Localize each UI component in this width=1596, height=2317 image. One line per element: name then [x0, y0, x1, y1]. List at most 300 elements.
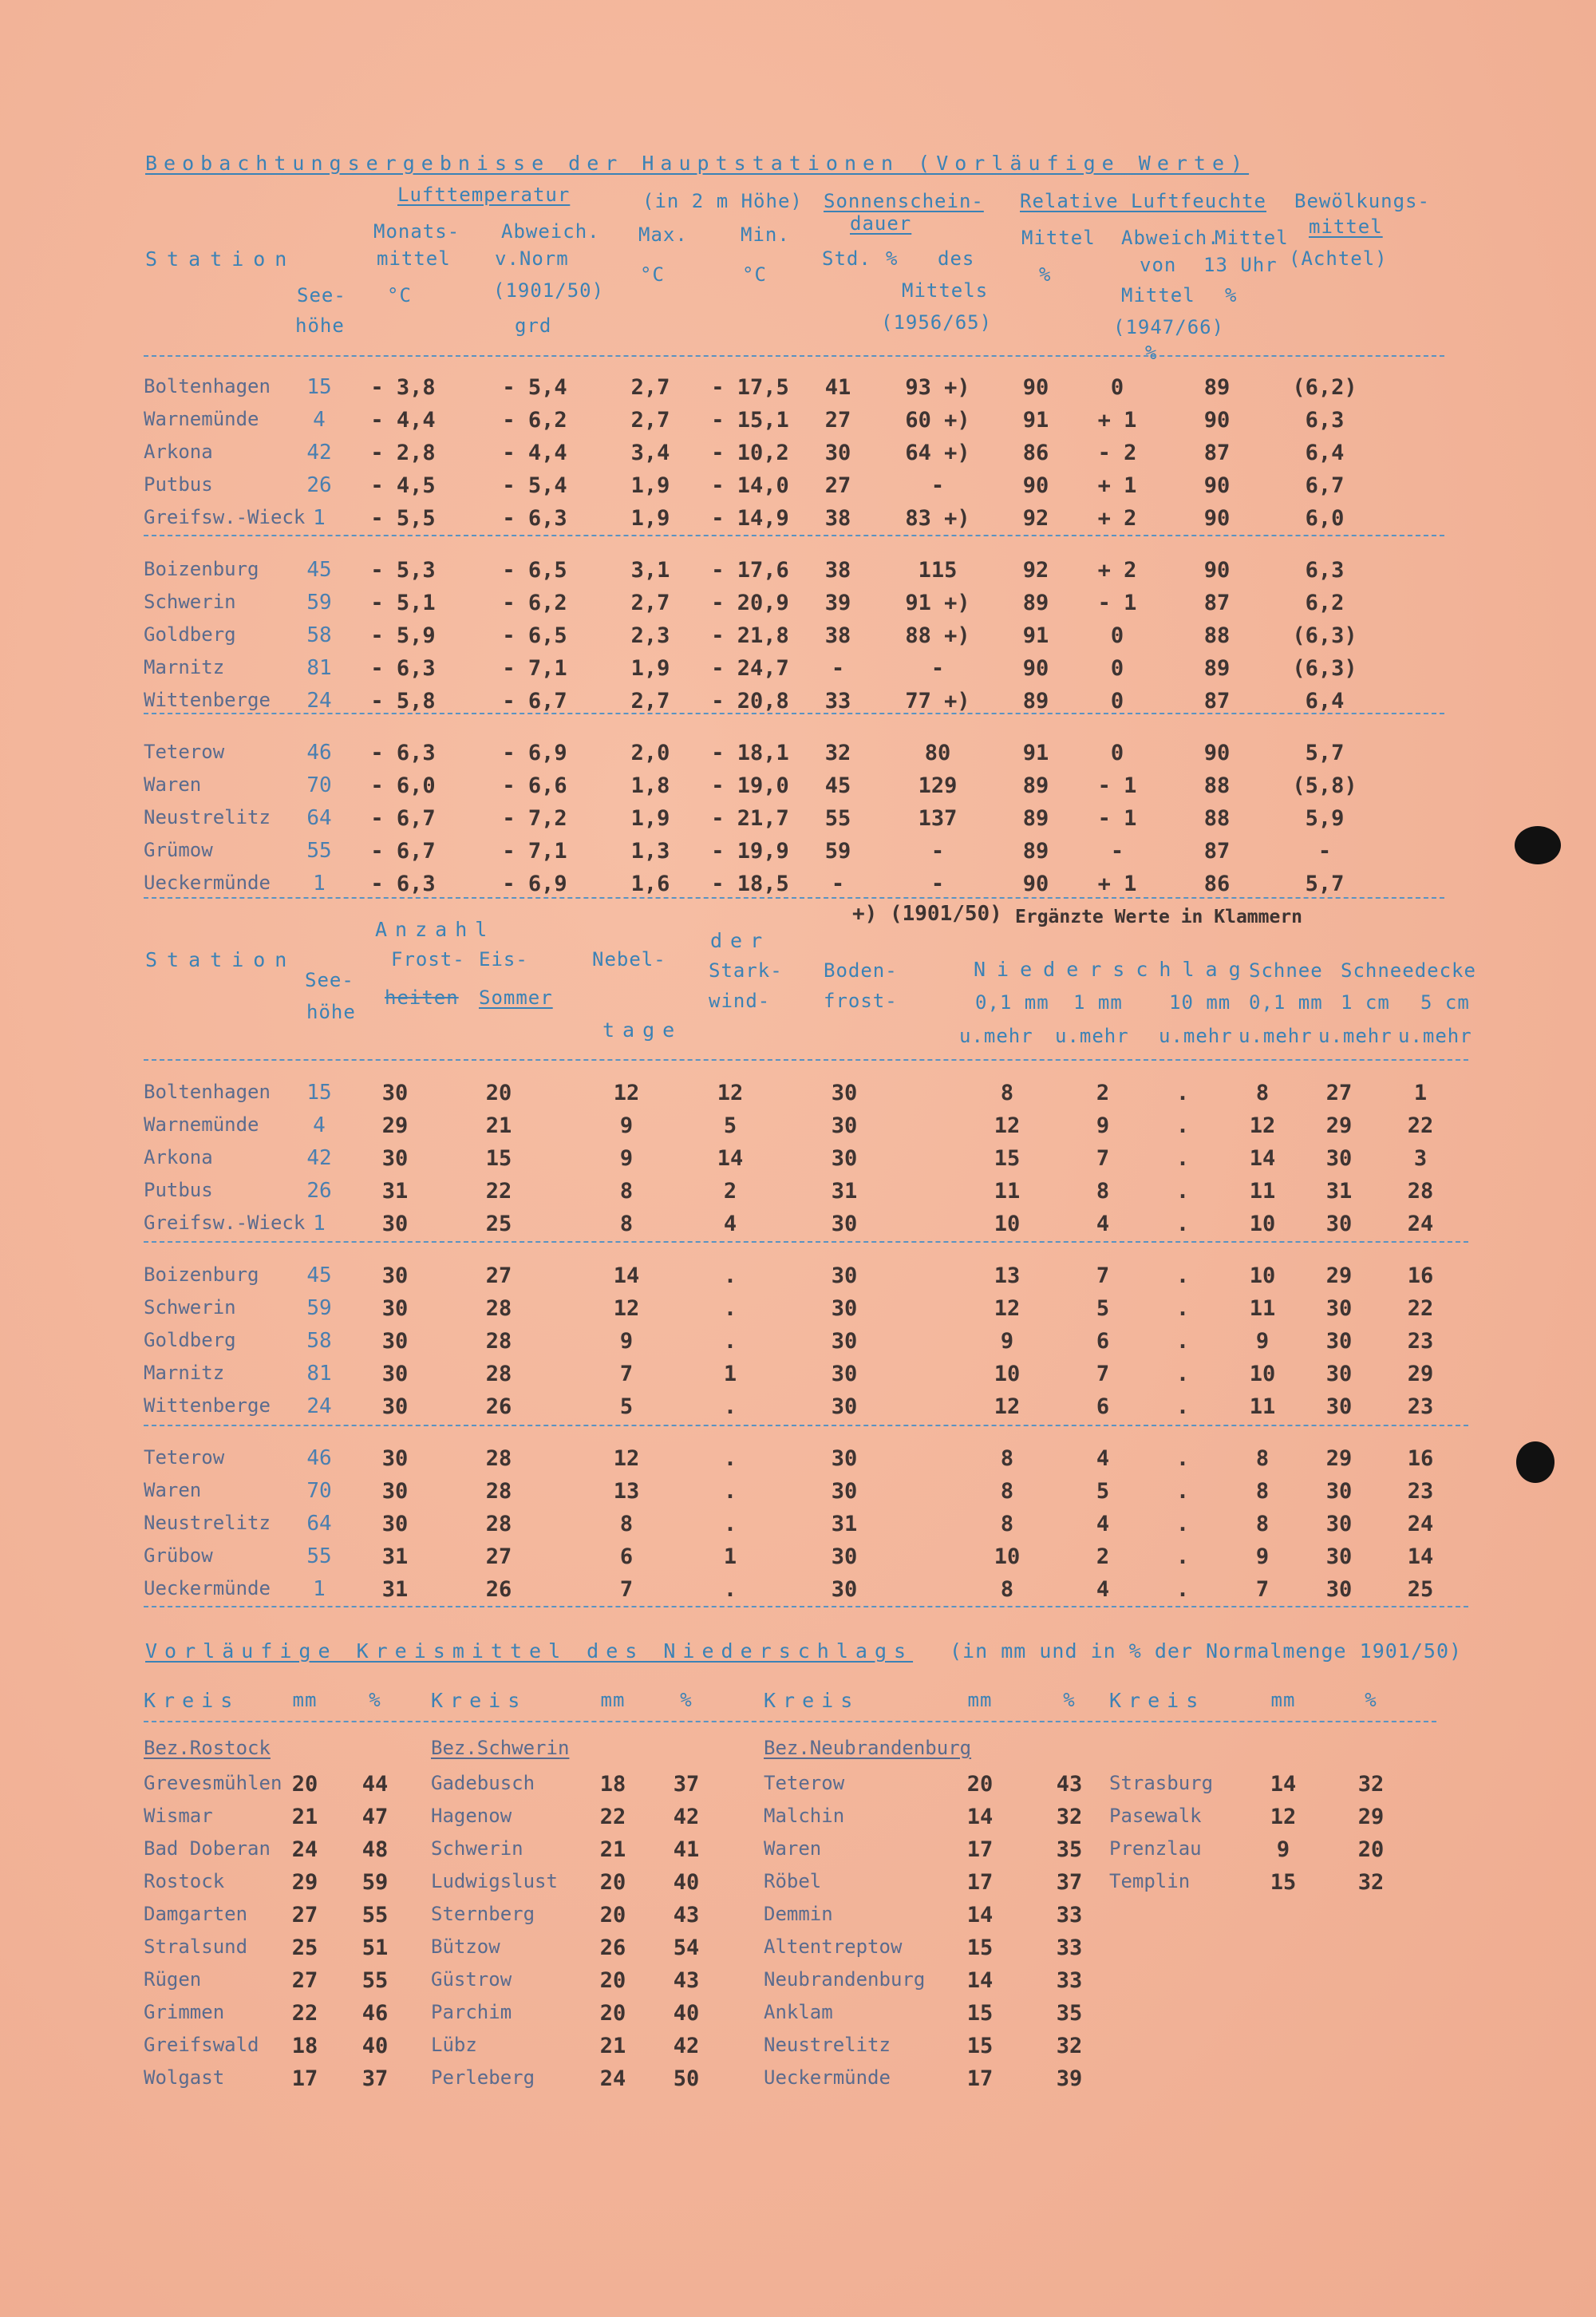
sea-height: 59: [306, 1296, 332, 1320]
frost-days: 30: [381, 1394, 409, 1419]
precip-1mm: 4: [1096, 1446, 1110, 1471]
snow-cover-5cm: 22: [1407, 1296, 1434, 1321]
precip-1mm: 6: [1096, 1329, 1110, 1354]
humidity-deviation: + 1: [1097, 473, 1137, 498]
temp-max: 1,3: [630, 839, 670, 864]
cloud-cover: 5,7: [1305, 872, 1345, 896]
header-min: Min.: [741, 223, 790, 246]
mm-header: mm: [292, 1689, 318, 1711]
humidity-mean: 89: [1022, 591, 1049, 615]
t2-header-c1: 0,1 mm: [975, 991, 1049, 1014]
sea-height: 55: [306, 839, 332, 863]
header-dauer: dauer: [850, 212, 912, 235]
t2-header-c6: 5 cm: [1420, 991, 1470, 1014]
header-mittel13: Mittel: [1215, 227, 1289, 249]
kreis-mm: 18: [599, 1772, 626, 1797]
kreis-percent: 32: [1056, 1805, 1083, 1829]
humidity-deviation: -: [1110, 839, 1124, 864]
sunshine-hours: 45: [824, 773, 851, 798]
snow-cover-5cm: 22: [1407, 1113, 1434, 1138]
ground-frost-days: 31: [831, 1179, 858, 1204]
t2-header-frost: Frost-: [391, 948, 465, 971]
kreis-percent: 40: [673, 2001, 700, 2026]
ground-frost-days: 30: [831, 1446, 858, 1471]
kreis-name: Bützow: [431, 1935, 500, 1958]
precip-1mm: 4: [1096, 1512, 1110, 1536]
kreis-percent: 42: [673, 1805, 700, 1829]
ground-frost-days: 30: [831, 1113, 858, 1138]
header-des: des: [938, 247, 975, 270]
kreis-name: Waren: [764, 1837, 822, 1860]
sunshine-hours: 38: [824, 623, 851, 648]
snow-cover-1cm: 29: [1325, 1263, 1353, 1288]
ice-days: 22: [485, 1179, 512, 1204]
sea-height: 55: [306, 1544, 332, 1568]
header-monats: Monats-: [373, 220, 460, 243]
sunshine-percent: -: [930, 839, 945, 864]
snow-days: 11: [1249, 1394, 1276, 1419]
station-name: Marnitz: [144, 656, 225, 678]
kreis-percent: 37: [1056, 1870, 1083, 1895]
kreis-name: Grevesmühlen: [144, 1772, 282, 1794]
mm-header: mm: [967, 1689, 993, 1711]
sunshine-percent: 77 +): [905, 689, 970, 714]
humidity-13h: 89: [1203, 375, 1231, 400]
header-pct2: %: [1039, 263, 1052, 286]
sea-height: 70: [306, 773, 332, 797]
humidity-mean: 90: [1022, 473, 1049, 498]
temp-min: - 15,1: [711, 408, 789, 433]
header-see: See-: [297, 284, 346, 306]
temp-min: - 21,8: [711, 623, 789, 648]
temp-max: 1,9: [630, 506, 670, 531]
snow-cover-1cm: 30: [1325, 1329, 1353, 1354]
temp-deviation: - 6,5: [502, 623, 567, 648]
humidity-13h: 88: [1203, 806, 1231, 831]
snow-cover-5cm: 28: [1407, 1179, 1434, 1204]
bezirk-heading: Bez.Neubrandenburg: [764, 1737, 972, 1759]
precip-1mm: 2: [1096, 1544, 1110, 1569]
ice-days: 20: [485, 1081, 512, 1105]
station-name: Boizenburg: [144, 558, 259, 580]
humidity-mean: 92: [1022, 506, 1049, 531]
temp-mean: - 4,4: [370, 408, 436, 433]
kreis-name: Rügen: [144, 1968, 202, 1991]
t2-header-nebel: Nebel-: [592, 948, 666, 971]
precip-0-1mm: 8: [1000, 1479, 1014, 1504]
kreis-mm: 14: [966, 1968, 994, 1993]
station-name: Boltenhagen: [144, 1081, 271, 1103]
kreis-mm: 17: [966, 1837, 994, 1862]
kreis-mm: 22: [599, 1805, 626, 1829]
divider: [144, 1425, 1468, 1426]
strong-wind-days: 1: [723, 1544, 737, 1569]
frost-days: 30: [381, 1446, 409, 1471]
snow-cover-5cm: 1: [1413, 1081, 1428, 1105]
bezirk-heading: Bez.Rostock: [144, 1737, 271, 1759]
kreis-percent: 29: [1357, 1805, 1385, 1829]
t2-header-c3: 10 mm: [1169, 991, 1231, 1014]
kreis-name: Bad Doberan: [144, 1837, 271, 1860]
kreis-name: Wolgast: [144, 2066, 225, 2089]
ground-frost-days: 30: [831, 1081, 858, 1105]
kreis-mm: 12: [1270, 1805, 1297, 1829]
t2-header-wind: wind-: [709, 990, 771, 1012]
precip-0-1mm: 10: [994, 1212, 1021, 1236]
precip-0-1mm: 13: [994, 1263, 1021, 1288]
temp-min: - 10,2: [711, 441, 789, 465]
t2-header-c4: 0,1 mm: [1249, 991, 1323, 1014]
strong-wind-days: .: [723, 1263, 737, 1288]
sea-height: 58: [306, 1329, 332, 1353]
kreis-name: Gadebusch: [431, 1772, 535, 1794]
sunshine-hours: 27: [824, 473, 851, 498]
t2-header-sommer: Sommer: [479, 987, 553, 1009]
kreis-mm: 17: [966, 1870, 994, 1895]
divider: [144, 355, 1444, 357]
cloud-cover: 6,2: [1305, 591, 1345, 615]
kreis-percent: 51: [361, 1935, 389, 1960]
sea-height: 81: [306, 656, 332, 680]
kreis-percent: 48: [361, 1837, 389, 1862]
frost-days: 30: [381, 1212, 409, 1236]
sea-height: 70: [306, 1479, 332, 1503]
temp-max: 1,9: [630, 656, 670, 681]
strong-wind-days: .: [723, 1512, 737, 1536]
station-name: Schwerin: [144, 1296, 236, 1319]
ice-days: 26: [485, 1577, 512, 1602]
humidity-mean: 91: [1022, 408, 1049, 433]
strong-wind-days: .: [723, 1329, 737, 1354]
header-grd: grd: [515, 314, 552, 337]
cloud-cover: -: [1317, 839, 1332, 864]
humidity-deviation: 0: [1110, 656, 1124, 681]
kreis-percent: 44: [361, 1772, 389, 1797]
sea-height: 26: [306, 1179, 332, 1203]
snow-days: 10: [1249, 1263, 1276, 1288]
strong-wind-days: .: [723, 1296, 737, 1321]
humidity-mean: 86: [1022, 441, 1049, 465]
fog-days: 14: [613, 1263, 640, 1288]
humidity-13h: 90: [1203, 408, 1231, 433]
header-lufttemperatur: Lufttemperatur: [397, 184, 571, 206]
kreis-mm: 24: [291, 1837, 318, 1862]
humidity-mean: 92: [1022, 558, 1049, 583]
header-pct1: %: [886, 247, 899, 270]
kreis-mm: 15: [966, 1935, 994, 1960]
station-name: Waren: [144, 773, 202, 796]
precip-10mm: .: [1175, 1113, 1190, 1138]
temp-mean: - 5,3: [370, 558, 436, 583]
sunshine-hours: 38: [824, 506, 851, 531]
t2-header-c5: 1 cm: [1341, 991, 1390, 1014]
precip-0-1mm: 10: [994, 1544, 1021, 1569]
precip-10mm: .: [1175, 1394, 1190, 1419]
ground-frost-days: 30: [831, 1329, 858, 1354]
precip-0-1mm: 8: [1000, 1081, 1014, 1105]
kreis-mm: 14: [966, 1805, 994, 1829]
temp-deviation: - 6,7: [502, 689, 567, 714]
t2-header-niederschlag: Niederschlag: [974, 958, 1252, 981]
temp-deviation: - 6,2: [502, 408, 567, 433]
kreis-percent: 59: [361, 1870, 389, 1895]
t2-header-c2: 1 mm: [1073, 991, 1123, 1014]
sea-height: 24: [306, 1394, 332, 1418]
humidity-mean: 89: [1022, 839, 1049, 864]
sunshine-percent: -: [930, 656, 945, 681]
temp-mean: - 4,5: [370, 473, 436, 498]
sea-height: 58: [306, 623, 332, 647]
frost-days: 30: [381, 1362, 409, 1386]
strong-wind-days: 5: [723, 1113, 737, 1138]
header-pct3: %: [1145, 342, 1158, 364]
kreis-percent: 33: [1056, 1903, 1083, 1928]
header-bewoelkung: Bewölkungs-: [1294, 190, 1430, 212]
kreis-percent: 39: [1056, 2066, 1083, 2091]
precip-0-1mm: 11: [994, 1179, 1021, 1204]
fog-days: 8: [619, 1212, 634, 1236]
temp-max: 1,9: [630, 806, 670, 831]
temp-deviation: - 6,3: [502, 506, 567, 531]
header-max: Max.: [638, 223, 688, 246]
divider: [144, 535, 1444, 536]
temp-deviation: - 6,5: [502, 558, 567, 583]
kreis-mm: 9: [1276, 1837, 1290, 1862]
t2-header-schnee: Schnee: [1249, 959, 1323, 982]
station-name: Ueckermünde: [144, 1577, 271, 1599]
precip-0-1mm: 9: [1000, 1329, 1014, 1354]
humidity-deviation: - 1: [1097, 806, 1137, 831]
temp-max: 3,1: [630, 558, 670, 583]
sea-height: 1: [313, 1212, 326, 1236]
sunshine-percent: 115: [918, 558, 958, 583]
precip-0-1mm: 10: [994, 1362, 1021, 1386]
station-name: Boltenhagen: [144, 375, 271, 397]
temp-min: - 24,7: [711, 656, 789, 681]
header-std: Std.: [822, 247, 871, 270]
station-name: Wittenberge: [144, 689, 271, 711]
temp-max: 1,9: [630, 473, 670, 498]
sea-height: 1: [313, 1577, 326, 1601]
temp-min: - 17,6: [711, 558, 789, 583]
humidity-deviation: + 1: [1097, 408, 1137, 433]
precip-1mm: 4: [1096, 1212, 1110, 1236]
strong-wind-days: .: [723, 1577, 737, 1602]
temp-deviation: - 7,1: [502, 839, 567, 864]
ice-days: 28: [485, 1446, 512, 1471]
t2-header-anzahl: Anzahl: [375, 918, 496, 941]
temp-min: - 17,5: [711, 375, 789, 400]
snow-days: 8: [1255, 1446, 1270, 1471]
header-mittels: Mittels: [902, 279, 989, 302]
header-vnorm: v.Norm: [495, 247, 569, 270]
kreis-header: Kreis: [764, 1689, 860, 1712]
kreis-percent: 32: [1357, 1772, 1385, 1797]
snow-cover-1cm: 30: [1325, 1362, 1353, 1386]
snow-cover-1cm: 30: [1325, 1577, 1353, 1602]
humidity-deviation: - 1: [1097, 773, 1137, 798]
humidity-mean: 89: [1022, 806, 1049, 831]
temp-deviation: - 7,2: [502, 806, 567, 831]
precip-1mm: 4: [1096, 1577, 1110, 1602]
ground-frost-days: 30: [831, 1296, 858, 1321]
humidity-deviation: - 2: [1097, 441, 1137, 465]
sea-height: 1: [313, 872, 326, 896]
temp-max: 2,3: [630, 623, 670, 648]
precip-0-1mm: 12: [994, 1113, 1021, 1138]
document-title: Beobachtungsergebnisse der Hauptstationen (Vorläufige Werte): [145, 152, 1250, 175]
divider: [144, 1721, 1436, 1722]
temp-mean: - 3,8: [370, 375, 436, 400]
snow-cover-5cm: 23: [1407, 1329, 1434, 1354]
humidity-deviation: + 1: [1097, 872, 1137, 896]
ground-frost-days: 30: [831, 1394, 858, 1419]
snow-days: 11: [1249, 1296, 1276, 1321]
header-abweich-von: Abweich.: [1121, 227, 1220, 249]
sunshine-hours: 39: [824, 591, 851, 615]
humidity-deviation: 0: [1110, 689, 1124, 714]
sea-height: 46: [306, 1446, 332, 1470]
snow-cover-5cm: 23: [1407, 1394, 1434, 1419]
kreis-mm: 24: [599, 2066, 626, 2091]
footnote-ergaenzt: Ergänzte Werte in Klammern: [1015, 907, 1303, 927]
humidity-mean: 89: [1022, 689, 1049, 714]
bezirk-heading: Bez.Schwerin: [431, 1737, 570, 1759]
kreis-percent: 47: [361, 1805, 389, 1829]
kreis-percent: 35: [1056, 2001, 1083, 2026]
kreis-percent: 37: [361, 2066, 389, 2091]
fog-days: 12: [613, 1446, 640, 1471]
fog-days: 12: [613, 1081, 640, 1105]
kreis-percent: 54: [673, 1935, 700, 1960]
station-name: Schwerin: [144, 591, 236, 613]
station-name: Goldberg: [144, 623, 236, 646]
kreis-percent: 43: [673, 1968, 700, 1993]
humidity-mean: 90: [1022, 375, 1049, 400]
snow-cover-5cm: 24: [1407, 1212, 1434, 1236]
frost-days: 30: [381, 1081, 409, 1105]
header-mittel-rh: Mittel: [1021, 227, 1096, 249]
station-name: Teterow: [144, 1446, 225, 1469]
temp-mean: - 6,3: [370, 872, 436, 896]
temp-deviation: - 6,6: [502, 773, 567, 798]
precip-10mm: .: [1175, 1329, 1190, 1354]
humidity-mean: 89: [1022, 773, 1049, 798]
header-pct4: %: [1225, 284, 1238, 306]
frost-days: 29: [381, 1113, 409, 1138]
kreis-percent: 35: [1056, 1837, 1083, 1862]
ink-blot: [1515, 826, 1561, 864]
sunshine-percent: 91 +): [905, 591, 970, 615]
humidity-13h: 87: [1203, 839, 1231, 864]
t2-header-tage: tage: [602, 1018, 683, 1042]
snow-days: 11: [1249, 1179, 1276, 1204]
sunshine-percent: 129: [918, 773, 958, 798]
temp-deviation: - 6,2: [502, 591, 567, 615]
sunshine-percent: 83 +): [905, 506, 970, 531]
ice-days: 15: [485, 1146, 512, 1171]
ice-days: 28: [485, 1329, 512, 1354]
fog-days: 13: [613, 1479, 640, 1504]
t2-header-frost2: frost-: [824, 990, 898, 1012]
kreis-mm: 17: [966, 2066, 994, 2091]
precip-10mm: .: [1175, 1479, 1190, 1504]
precip-1mm: 2: [1096, 1081, 1110, 1105]
kreis-percent: 41: [673, 1837, 700, 1862]
station-name: Arkona: [144, 441, 213, 463]
temp-mean: - 2,8: [370, 441, 436, 465]
sunshine-hours: 55: [824, 806, 851, 831]
sea-height: 64: [306, 806, 332, 830]
precip-0-1mm: 8: [1000, 1577, 1014, 1602]
precip-10mm: .: [1175, 1212, 1190, 1236]
kreis-percent: 37: [673, 1772, 700, 1797]
fog-days: 9: [619, 1329, 634, 1354]
station-name: Putbus: [144, 473, 213, 496]
sea-height: 81: [306, 1362, 332, 1386]
kreis-name: Teterow: [764, 1772, 845, 1794]
kreis-percent: 33: [1056, 1935, 1083, 1960]
sea-height: 59: [306, 591, 332, 615]
precip-1mm: 7: [1096, 1146, 1110, 1171]
snow-days: 9: [1255, 1544, 1270, 1569]
ground-frost-days: 30: [831, 1544, 858, 1569]
kreis-name: Prenzlau: [1109, 1837, 1202, 1860]
sunshine-percent: 80: [924, 741, 951, 765]
snow-days: 12: [1249, 1113, 1276, 1138]
cloud-cover: 6,7: [1305, 473, 1345, 498]
temp-max: 2,7: [630, 689, 670, 714]
sea-height: 64: [306, 1512, 332, 1536]
humidity-deviation: + 2: [1097, 558, 1137, 583]
precip-10mm: .: [1175, 1081, 1190, 1105]
header-abweich: Abweich.: [501, 220, 600, 243]
sea-height: 42: [306, 1146, 332, 1170]
sea-height: 42: [306, 441, 332, 465]
station-name: Wittenberge: [144, 1394, 271, 1417]
sea-height: 1: [313, 506, 326, 530]
station-name: Warnemünde: [144, 1113, 259, 1136]
station-name: Putbus: [144, 1179, 213, 1201]
station-name: Neustrelitz: [144, 1512, 271, 1534]
snow-cover-1cm: 27: [1325, 1081, 1353, 1105]
humidity-13h: 90: [1203, 506, 1231, 531]
footnote-norm: +) (1901/50): [852, 902, 1002, 926]
kreis-mm: 14: [1270, 1772, 1297, 1797]
header-degc3: °C: [742, 263, 767, 286]
temp-mean: - 6,3: [370, 656, 436, 681]
snow-cover-5cm: 25: [1407, 1577, 1434, 1602]
kreis-mm: 27: [291, 1903, 318, 1928]
ink-blot: [1516, 1441, 1555, 1483]
kreis-percent: 55: [361, 1968, 389, 1993]
kreis-mm: 20: [599, 1870, 626, 1895]
temp-mean: - 6,7: [370, 806, 436, 831]
kreis-mm: 20: [599, 1903, 626, 1928]
snow-cover-1cm: 30: [1325, 1212, 1353, 1236]
snow-cover-1cm: 30: [1325, 1394, 1353, 1419]
kreis-mm: 20: [291, 1772, 318, 1797]
kreis-mm: 25: [291, 1935, 318, 1960]
precip-1mm: 7: [1096, 1362, 1110, 1386]
sunshine-hours: 32: [824, 741, 851, 765]
temp-mean: - 6,0: [370, 773, 436, 798]
cloud-cover: 6,3: [1305, 408, 1345, 433]
sea-height: 24: [306, 689, 332, 713]
temp-max: 3,4: [630, 441, 670, 465]
sunshine-percent: 93 +): [905, 375, 970, 400]
temp-min: - 20,8: [711, 689, 789, 714]
